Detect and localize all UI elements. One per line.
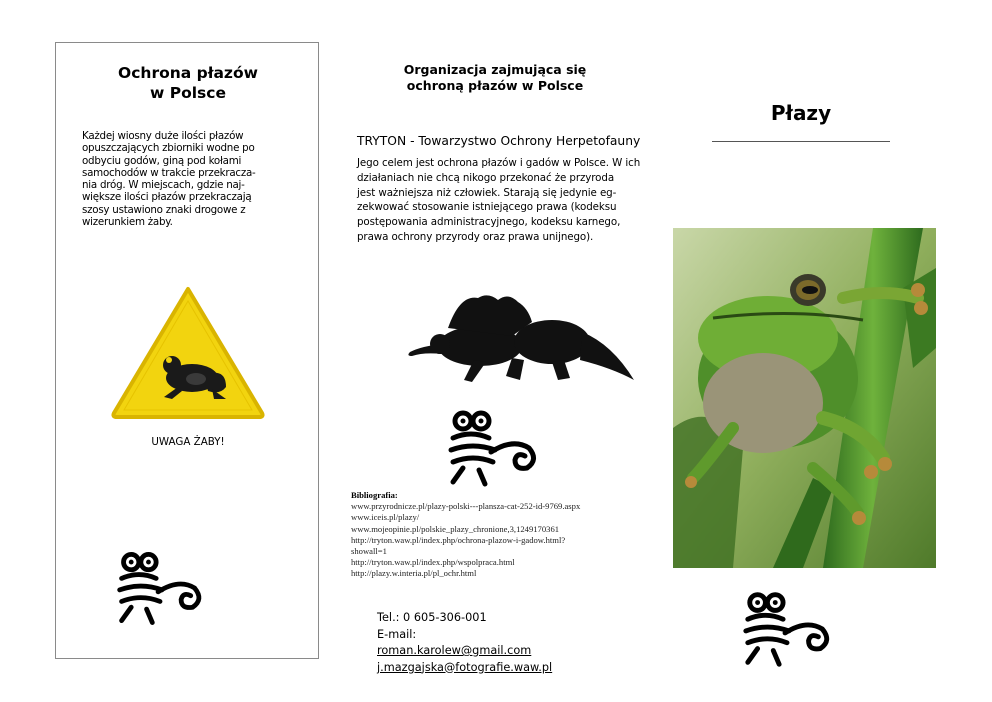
email-link-2[interactable]: j.mazgajska@fotografie.waw.pl [377, 660, 553, 674]
tree-frog-photo [673, 228, 936, 568]
bibliography-entry: showall=1 [351, 546, 387, 557]
middle-title-line1: Organizacja zajmująca się [403, 62, 587, 77]
middle-body-line: prawa ochrony przyrody oraz prawa unijnego). [357, 230, 594, 243]
bibliography-entry: http://plazy.w.interia.pl/pl_ochr.html [351, 568, 477, 579]
email-link-1[interactable]: roman.karolew@gmail.com [377, 644, 532, 657]
bibliography-entry: www.iceis.pl/plazy/ [351, 512, 420, 523]
contact-block [377, 610, 627, 676]
frog-logo-icon [738, 588, 836, 670]
bibliography-entry: www.przyrodnicze.pl/plazy-polski---plansza-cat-252-id-9769.aspx [351, 501, 581, 512]
middle-body-line: postępowania administracyjnego, kodeksu karnego, [357, 216, 621, 229]
middle-title [370, 62, 620, 94]
left-panel-title [56, 63, 320, 103]
title-divider [712, 141, 890, 142]
left-panel-body [82, 130, 297, 228]
left-title-line1: Ochrona płazów [118, 64, 258, 82]
email-label: E-mail: [377, 627, 417, 641]
newt-silhouette [402, 288, 634, 386]
organization-description [357, 156, 647, 245]
frog-logo-icon [443, 408, 543, 488]
left-body-line: wizerunkiem żaby. [82, 216, 173, 229]
middle-body-line: jest ważniejsza niż człowiek. Starają się jedynie eg- [357, 186, 617, 199]
bibliography-entry: http://tryton.waw.pl/index.php/wspolpraca.html [351, 557, 515, 568]
left-body-line: szosy ustawiono znaki drogowe z [82, 203, 246, 216]
left-body-line: Każdej wiosny duże ilości płazów [82, 130, 244, 142]
left-body-line: samochodów w trakcie przekracza- [82, 166, 256, 179]
middle-title-line2: ochroną płazów w Polsce [406, 78, 584, 93]
organization-heading: TRYTON - Towarzystwo Ochrony Herpetofauny [357, 134, 641, 148]
left-title-line2: w Polsce [150, 84, 226, 102]
bibliography-entry: http://tryton.waw.pl/index.php/ochrona-plazow-i-gadow.html? [351, 534, 566, 545]
frog-logo-icon [112, 548, 208, 628]
left-panel [55, 42, 319, 659]
middle-body-line: działaniach nie chcą nikogo przekonać że przyroda [357, 171, 615, 184]
left-body-line: odbyciu godów, giną pod kołami [82, 154, 242, 167]
cover-title: Płazy [770, 101, 832, 125]
sign-caption: UWAGA ŻABY! [151, 436, 225, 448]
middle-body-line: Jego celem jest ochrona płazów i gadów w Polsce. W ich [357, 157, 641, 169]
left-body-line: opuszczających zbiorniki wodne po [82, 142, 255, 155]
middle-body-line: zekwować stosowanie istniejącego prawa (kodeksu [357, 201, 617, 214]
phone-number: Tel.: 0 605-306-001 [377, 611, 487, 624]
left-body-line: większe ilości płazów przekraczają [82, 191, 252, 204]
bibliography-entry: www.mojeopinie.pl/polskie_plazy_chronione,3,1249170361 [351, 523, 560, 534]
frog-warning-sign-icon [108, 283, 268, 423]
bibliography-label: Bibliografia: [351, 490, 398, 500]
left-body-line: nia dróg. W miejscach, gdzie naj- [82, 179, 245, 192]
bibliography [351, 490, 651, 580]
